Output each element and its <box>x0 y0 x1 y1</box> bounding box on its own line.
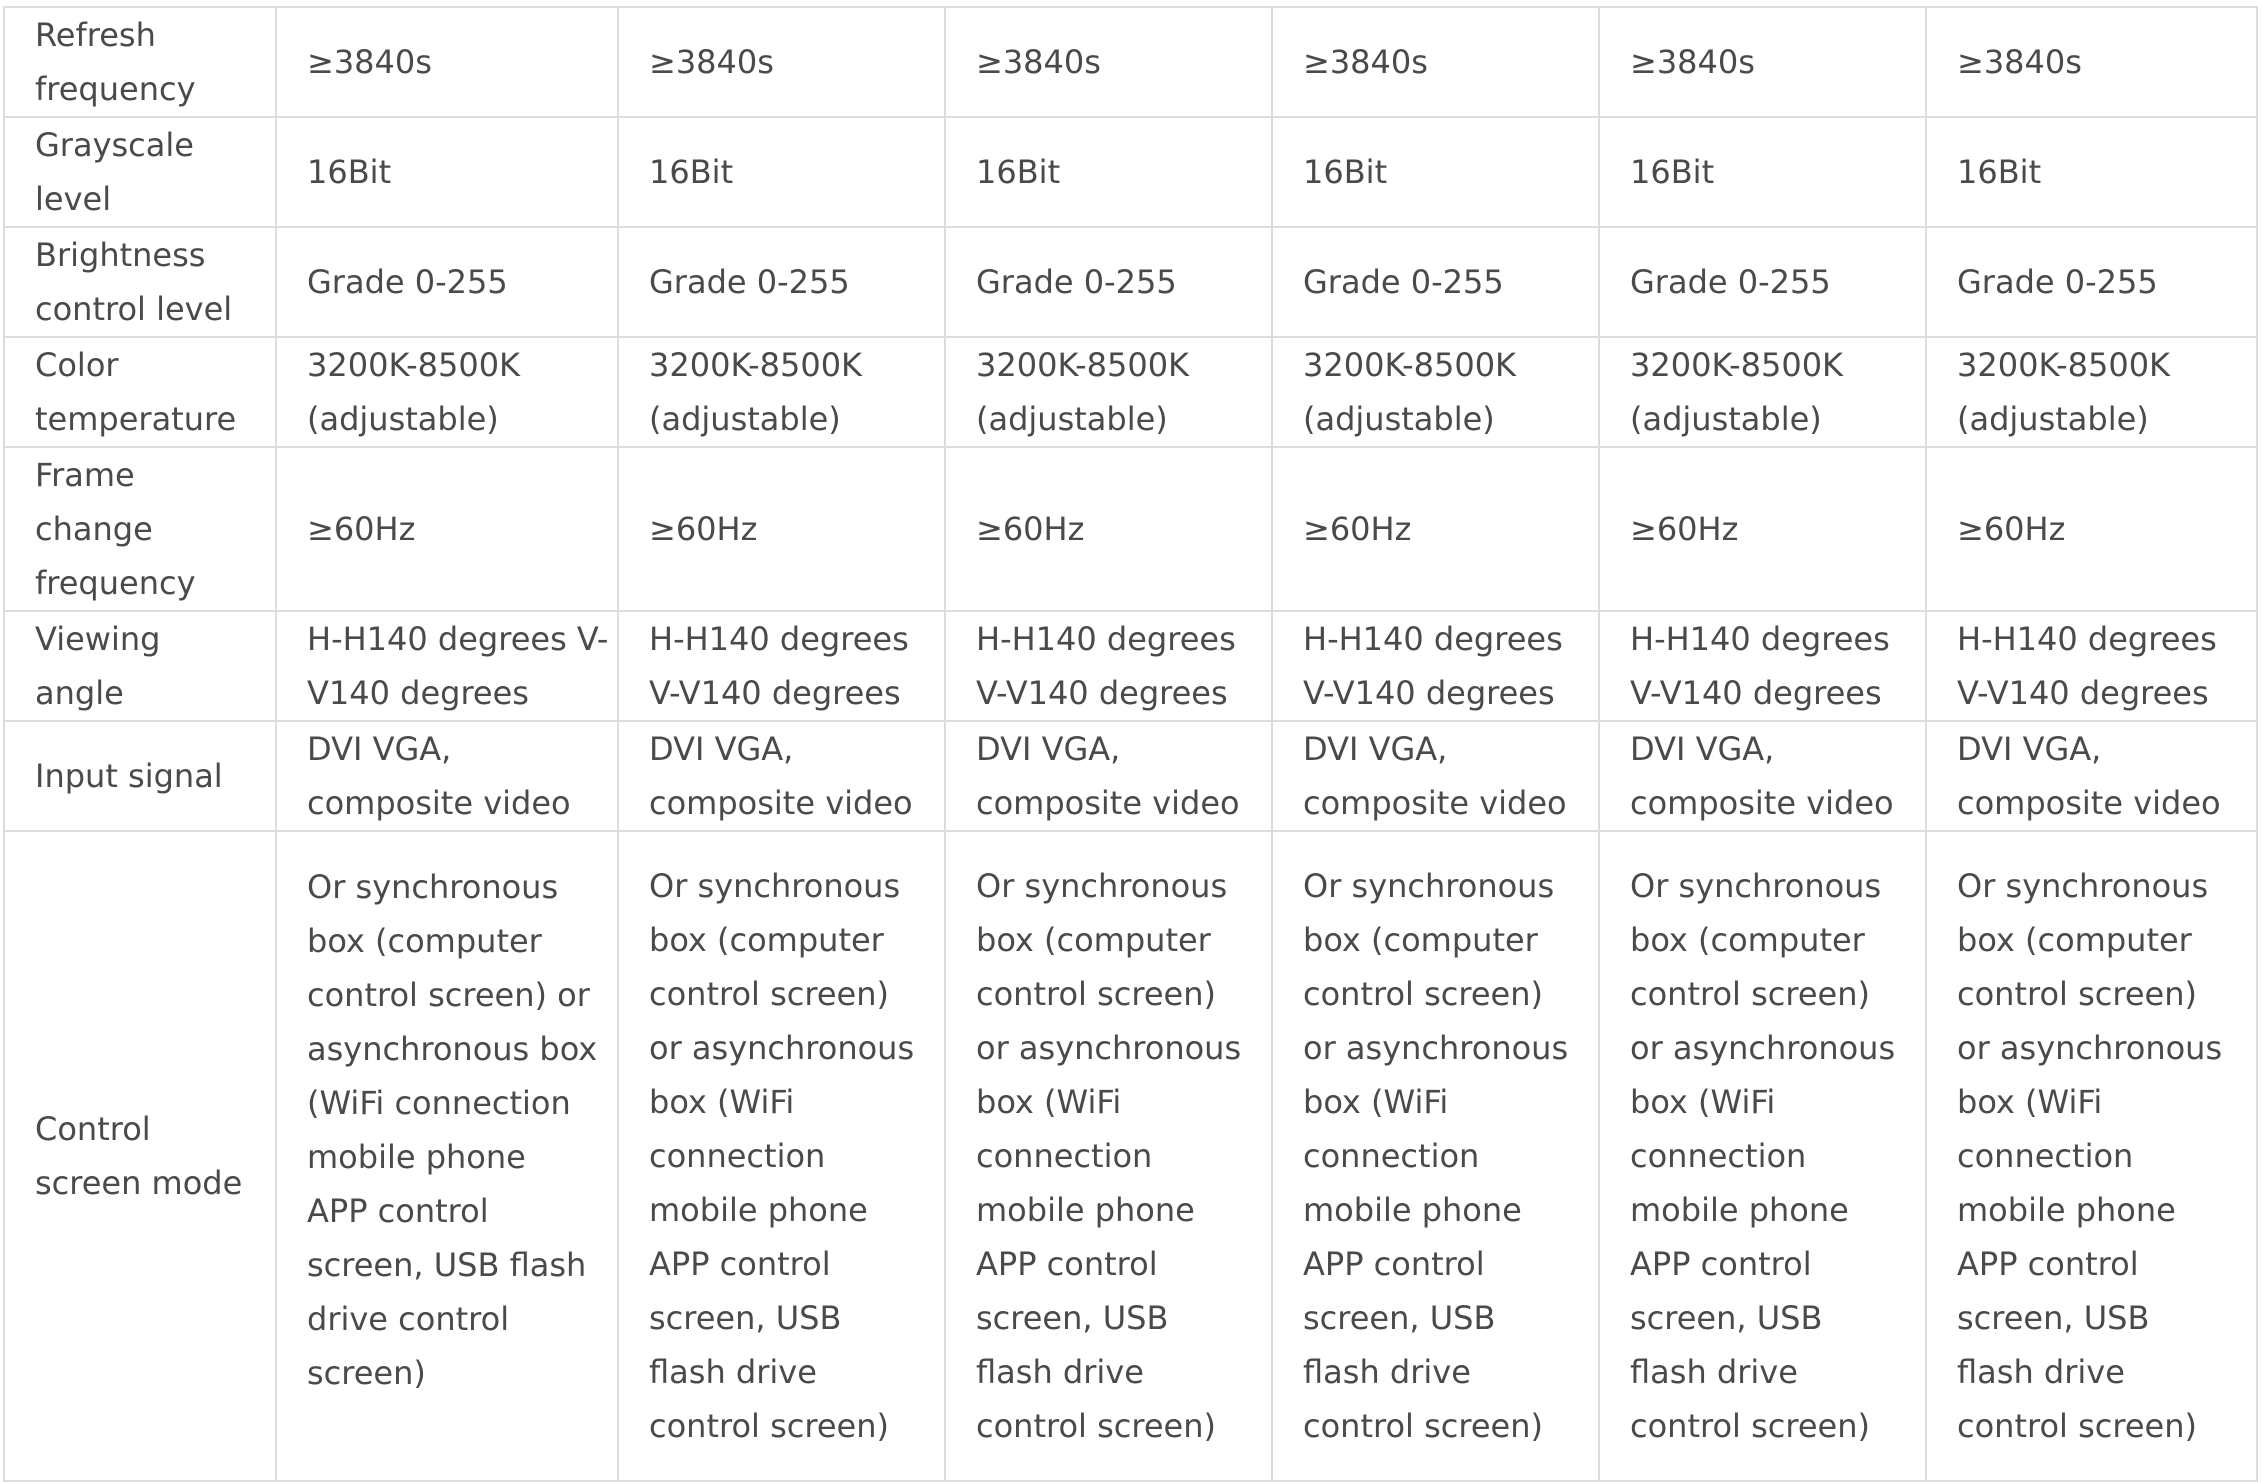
table-row-frame-change-frequency <box>4 447 2257 611</box>
table-cell: 16Bit <box>1599 117 1926 227</box>
table-cell: 3200K-8500K (adjustable) <box>276 337 618 447</box>
table-cell: 16Bit <box>945 117 1272 227</box>
table-cell: Or synchronous box (computer control screen) or asynchronous box (WiFi connection mobile phone APP control screen, USB flash drive control screen) <box>1926 831 2257 1481</box>
table-cell: 3200K-8500K (adjustable) <box>1599 337 1926 447</box>
table-cell: DVI VGA, composite video <box>1272 721 1599 831</box>
table-cell: 16Bit <box>1926 117 2257 227</box>
table-cell: DVI VGA, composite video <box>276 721 618 831</box>
table-cell: Grade 0-255 <box>618 227 945 337</box>
table-cell: Grade 0-255 <box>1272 227 1599 337</box>
table-row-grayscale-level <box>4 117 2257 227</box>
table-cell: H-H140 degrees V-V140 degrees <box>1599 611 1926 721</box>
table-cell: ≥3840s <box>618 7 945 117</box>
table-cell: H-H140 degrees V- V140 degrees <box>276 611 618 721</box>
table-cell: DVI VGA, composite video <box>1599 721 1926 831</box>
table-cell: 3200K-8500K (adjustable) <box>1926 337 2257 447</box>
table-row-color-temperature <box>4 337 2257 447</box>
table-row-viewing-angle <box>4 611 2257 721</box>
table-row-input-signal <box>4 721 2257 831</box>
table-row-brightness-control-level <box>4 227 2257 337</box>
table-cell: ≥60Hz <box>945 447 1272 611</box>
table-cell: ≥60Hz <box>618 447 945 611</box>
table-row-control-screen-mode <box>4 831 2257 1481</box>
table-cell: 3200K-8500K (adjustable) <box>945 337 1272 447</box>
table-cell: ≥60Hz <box>1272 447 1599 611</box>
table-cell: ≥60Hz <box>276 447 618 611</box>
table-cell: Or synchronous box (computer control screen) or asynchronous box (WiFi connection mobile phone APP control screen, USB flash drive control screen) <box>945 831 1272 1481</box>
table-cell: Or synchronous box (computer control screen) or asynchronous box (WiFi connection mobile phone APP control screen, USB flash drive control screen) <box>1272 831 1599 1481</box>
row-label: Control screen mode <box>4 831 276 1481</box>
table-cell: DVI VGA, composite video <box>1926 721 2257 831</box>
table-cell: ≥3840s <box>945 7 1272 117</box>
row-label: Viewing angle <box>4 611 276 721</box>
table-cell: Grade 0-255 <box>1599 227 1926 337</box>
table-cell: H-H140 degrees V-V140 degrees <box>1272 611 1599 721</box>
table-cell: Or synchronous box (computer control screen) or asynchronous box (WiFi connection mobile phone APP control screen, USB flash drive control screen) <box>618 831 945 1481</box>
specifications-table <box>3 6 2258 1482</box>
table-cell: 16Bit <box>1272 117 1599 227</box>
table-cell: ≥3840s <box>276 7 618 117</box>
table-cell: Grade 0-255 <box>1926 227 2257 337</box>
table-cell: 16Bit <box>276 117 618 227</box>
row-label: Brightness control level <box>4 227 276 337</box>
table-cell: 3200K-8500K (adjustable) <box>1272 337 1599 447</box>
row-label: Color temperature <box>4 337 276 447</box>
table-cell: H-H140 degrees V-V140 degrees <box>618 611 945 721</box>
table-cell: ≥3840s <box>1926 7 2257 117</box>
table-row-refresh-frequency <box>4 7 2257 117</box>
table-cell: H-H140 degrees V-V140 degrees <box>945 611 1272 721</box>
table-cell: H-H140 degrees V-V140 degrees <box>1926 611 2257 721</box>
row-label: Frame change frequency <box>4 447 276 611</box>
table-cell: DVI VGA, composite video <box>945 721 1272 831</box>
row-label: Grayscale level <box>4 117 276 227</box>
table-cell: 3200K-8500K (adjustable) <box>618 337 945 447</box>
table-cell: Or synchronous box (computer control screen) or asynchronous box (WiFi connection mobile phone APP control screen, USB flash drive control screen) <box>276 831 618 1481</box>
table-cell: DVI VGA, composite video <box>618 721 945 831</box>
table-cell: ≥3840s <box>1599 7 1926 117</box>
table-cell: Or synchronous box (computer control screen) or asynchronous box (WiFi connection mobile phone APP control screen, USB flash drive control screen) <box>1599 831 1926 1481</box>
table-cell: ≥60Hz <box>1926 447 2257 611</box>
table-cell: ≥60Hz <box>1599 447 1926 611</box>
table-cell: ≥3840s <box>1272 7 1599 117</box>
table-cell: Grade 0-255 <box>276 227 618 337</box>
table-cell: 16Bit <box>618 117 945 227</box>
row-label: Refresh frequency <box>4 7 276 117</box>
row-label: Input signal <box>4 721 276 831</box>
table-cell: Grade 0-255 <box>945 227 1272 337</box>
